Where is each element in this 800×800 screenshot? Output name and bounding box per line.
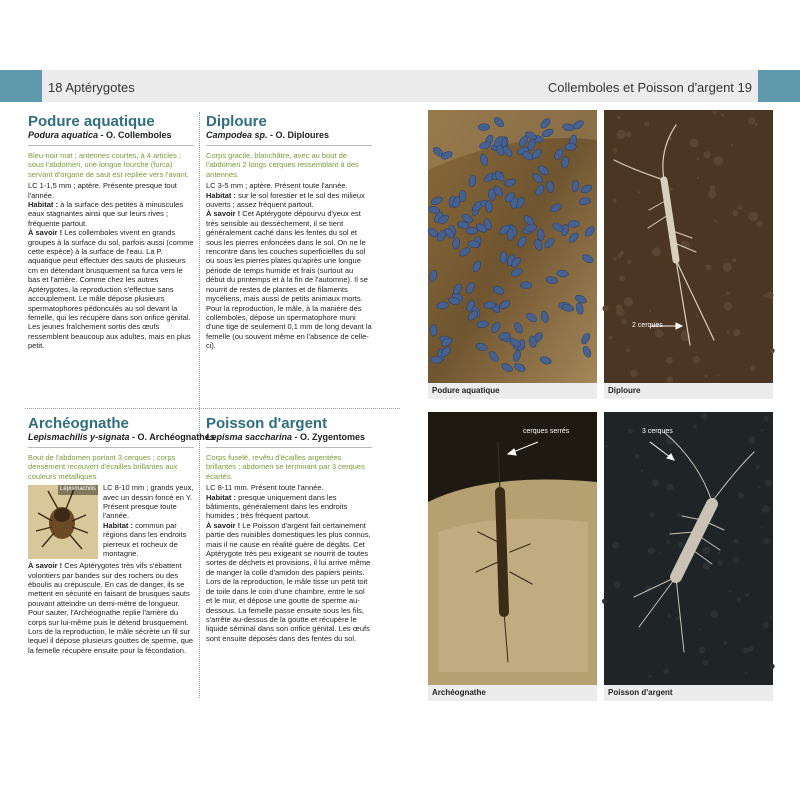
- savoir-text: Cet Aptérygote dépourvu d'yeux est très sensible au dessèchement, il se tient généralement caché dans les fentes du sol et sous les pierres enfoncées dans le sol. On ne le rencontre dans les couches superficielles du sol ou sous les pierres plates qu'après une longue période de temps humide et frais (surtout au début du printemps et à la fin de l'automne). Il se nourrit de restes de plantes et de filaments mycéliens, mais aussi de petits animaux morts. Pour la reproduction, le mâle, à la manière des collemboles, dépose un spermatophore muni d'une tige de seulement 0,1 mm de long devant la femelle (ou souvent même en l'absence de celle-ci).: [206, 209, 372, 351]
- archeognathe-photo-image: [428, 412, 597, 685]
- entry-habitat: [28, 200, 194, 228]
- entry-archeognathe: [28, 415, 215, 707]
- diploure-photo-image: [604, 110, 773, 383]
- entry-podure: [28, 113, 194, 405]
- latin-name: Campodea sp.: [206, 130, 268, 140]
- entry-subtitle: [28, 130, 194, 141]
- left-running-header: 18 Aptérygotes: [48, 80, 135, 95]
- savoir-label: À savoir !: [206, 209, 241, 219]
- savoir-label: À savoir !: [28, 561, 63, 571]
- entry-habitat: [206, 493, 372, 521]
- habitat-label: Habitat :: [206, 190, 236, 200]
- entry-body: [206, 181, 372, 350]
- entry-title: Archéognathe: [28, 415, 129, 432]
- savoir-text: Le Poisson d'argent fait certainement partie des nuisibles domestiques les plus connus, mais il ne cause en réalité guère de dégâts. Cet Aptérygote très peu exigeant se nourrit de toutes sortes de déchets et provisions, il lui arrive même de manger la colle d'amidon des papiers peints. Lors de la reproduction, le mâle tisse un petit toit de toile dans le coin d'une chambre, entre le sol et le mur, et dépose une goutte de sperme au-dessous. La femelle passe ensuite sous les fils, s'arrête au-dessus de la goutte et récupère le liquide séminal dans son orifice génital. Les œufs sont ensuite déposés dans des fentes du sol.: [206, 520, 371, 643]
- podure-photo-image: [428, 110, 597, 383]
- order-name: - O. Diploures: [267, 130, 330, 140]
- savoir-label: À savoir !: [206, 520, 241, 530]
- poisson-argent-photo-image: [604, 412, 773, 685]
- entry-intro: Corps gracile, blanchâtre, avec au bout de l'abdomen 2 longs cerques ressemblant à des antennes.: [206, 151, 359, 179]
- photo-annotation-poisson: 3 cerques: [642, 428, 673, 435]
- photo-annotation-diploure: 2 cerques: [632, 322, 663, 329]
- photo-podure: [428, 110, 597, 383]
- photo-poisson-argent: [604, 412, 773, 685]
- lepismachilis-illustration: [28, 485, 98, 559]
- title-rule: [206, 145, 372, 146]
- latin-name: Lepisma saccharina: [206, 432, 293, 442]
- latin-name: Lepismachilis y-signata: [28, 432, 130, 442]
- habitat-text: presque uniquement dans les bâtiments, généralement dans les endroits humides ; très fréquent partout.: [206, 492, 348, 521]
- entry-intro: Bout de l'abdomen portant 3 cerques ; corps densément recouvert d'écailles brillantes aux couleurs métalliques.: [28, 453, 178, 481]
- entry-subtitle: [206, 130, 372, 141]
- inset-label: Lépismachilis: [58, 485, 98, 494]
- column-divider: [199, 112, 200, 698]
- habitat-label: Habitat :: [28, 200, 58, 210]
- entry-savoir: [28, 228, 194, 350]
- order-name: - O. Collemboles: [98, 130, 172, 140]
- title-rule: [28, 145, 194, 146]
- left-page-tab: [0, 70, 42, 102]
- entry-title: Poisson d'argent: [206, 415, 328, 432]
- order-name: - O. Archéognathes: [129, 432, 215, 442]
- photo-annotation-archeognathe: cerques serrés: [523, 428, 570, 435]
- entry-body: [206, 483, 372, 643]
- entry-size: LC 1-1,5 mm ; aptère. Présente presque tout l'année.: [28, 181, 177, 200]
- photo-caption-poisson: Poisson d'argent: [608, 688, 673, 697]
- savoir-text: Ces Aptérygotes très vifs s'ébattent volontiers par bandes sur des rochers ou des éboulis au crépuscule. En cas de danger, ils se mettent en sécurité en faisant de brusques sauts pouvant atteindre un demi-mètre de longueur. Pour sauter, l'Archéognathe replie l'arrière du corps sur lui-même puis le détend brusquement. Lors de la reproduction, le mâle sécrète un fil sur lequel il dépose plusieurs gouttes de sperme, que la femelle récupère ensuite pour la fécondation.: [28, 561, 194, 655]
- entry-subtitle: [28, 432, 215, 443]
- habitat-label: Habitat :: [103, 520, 133, 530]
- habitat-label: Habitat :: [206, 492, 236, 502]
- habitat-text: commun par régions dans les endroits pierreux et rocheux de montagne.: [103, 520, 187, 559]
- right-running-header: Collemboles et Poisson d'argent 19: [547, 80, 752, 95]
- entry-habitat: [206, 191, 372, 210]
- habitat-text: sur le sol forestier et le sol des milieux ouverts ; assez fréquent partout.: [206, 190, 365, 210]
- photo-caption-diploure: Diploure: [608, 386, 641, 395]
- habitat-text: à la surface des petites à minuscules eaux stagnantes ainsi que sur leurs rives ; fréquente partout.: [28, 200, 184, 228]
- inset-photo-lepismachilis: [28, 485, 98, 559]
- entry-size: LC 8-11 mm. Présent toute l'année.: [206, 483, 324, 493]
- order-name: - O. Zygentomes: [292, 432, 366, 442]
- entry-poisson-argent: [206, 415, 372, 707]
- entry-savoir: [206, 521, 372, 643]
- entry-savoir: [28, 561, 194, 655]
- photo-archeognathe: [428, 412, 597, 685]
- row-divider: [25, 408, 400, 409]
- entry-intro: Bleu-noir mat ; antennes courtes, à 4 articles ; sous l'abdomen, une longue fourche (furca) servant d'organe de saut est repliée vers l'avant.: [28, 151, 189, 179]
- entry-size: LC 3-5 mm ; aptère. Présent toute l'année.: [206, 181, 348, 191]
- right-page-tab: [758, 70, 800, 102]
- savoir-text: Les collemboles vivent en grands groupes à la surface du sol, parfois aussi (comme cette espèce) à la surface de l'eau. La P. aquatique peut effectuer des sauts de plusieurs cm en détendant brusquement sa furca vers le bas et l'arrière. Comme chez les autres Aptérygotes, la reproduction s'effectue sans accouplement. Le mâle dépose plusieurs spermatophores pédonculés au sol devant la femelle, qui les récupère dans son orifice génital. Les jeunes fraîchement sortis des œufs ressemblent beaucoup aux adultes, mais en plus petit.: [28, 228, 194, 351]
- photo-diploure: [604, 110, 773, 383]
- entry-title: Podure aquatique: [28, 113, 155, 130]
- title-rule: [28, 447, 194, 448]
- entry-intro: Corps fuselé, revêtu d'écailles argentées brillantes ; abdomen se terminant par 3 cerques écartés.: [206, 453, 365, 481]
- entry-body: [28, 181, 194, 350]
- entry-diploure: [206, 113, 372, 405]
- savoir-label: À savoir !: [28, 228, 63, 238]
- entry-savoir: [206, 209, 372, 350]
- photo-caption-archeognathe: Archéognathe: [432, 688, 486, 697]
- entry-title: Diploure: [206, 113, 267, 130]
- title-rule: [206, 447, 372, 448]
- entry-size: LC 8-10 mm ; grands yeux, avec un dessin foncé en Y. Présent presque toute l'année.: [103, 483, 194, 521]
- photo-caption-podure: Podure aquatique: [432, 386, 500, 395]
- entry-subtitle: [206, 432, 372, 443]
- latin-name: Podura aquatica: [28, 130, 99, 140]
- entry-body: [28, 483, 194, 655]
